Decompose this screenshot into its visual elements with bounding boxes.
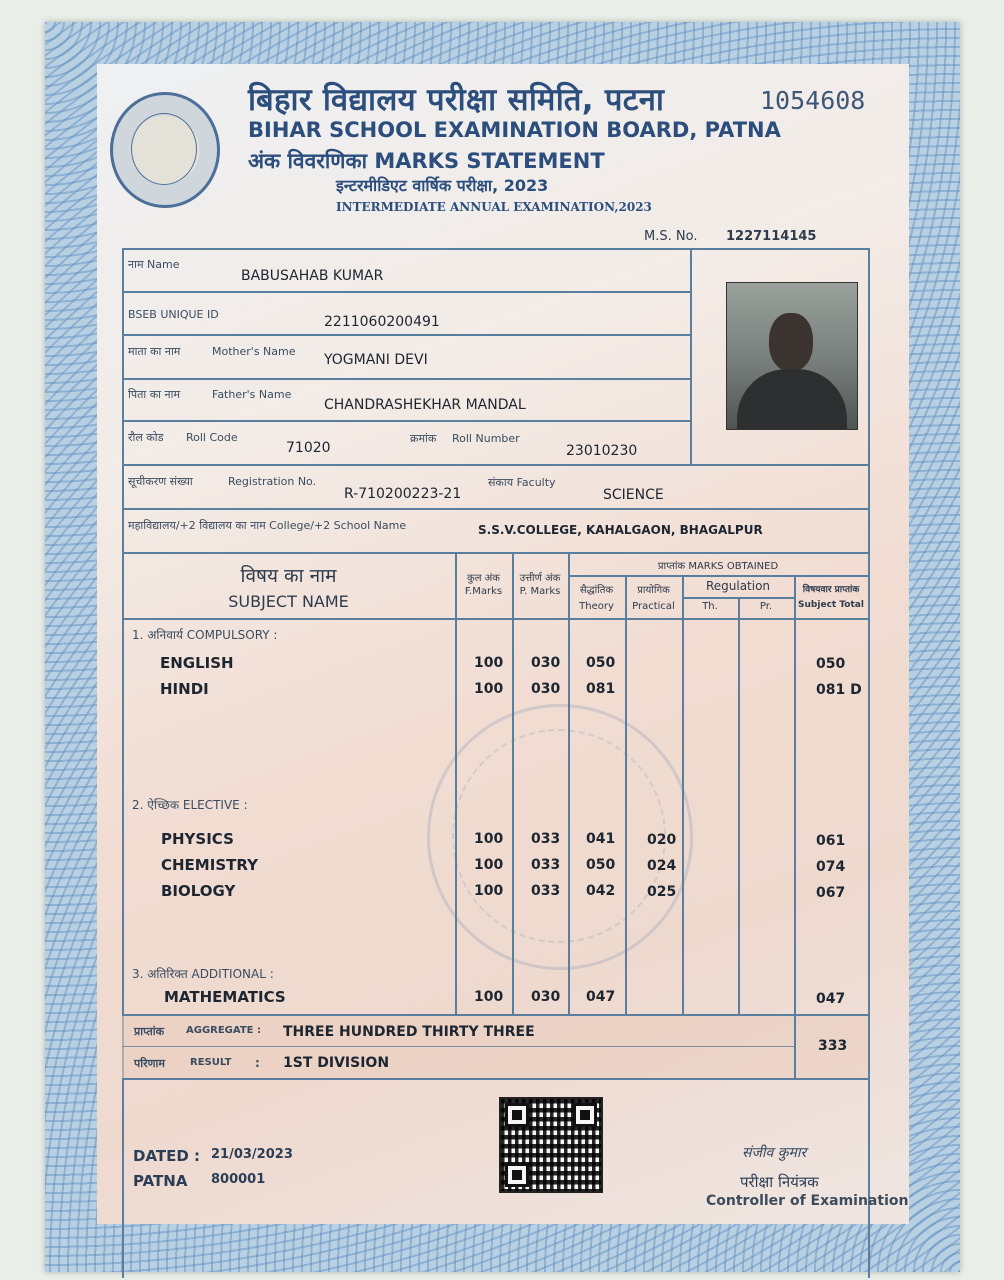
father-name: CHANDRASHEKHAR MANDAL [324, 397, 526, 413]
college-label: महाविद्यालय/+2 विद्यालय का नाम College/+2 School Name [128, 519, 407, 532]
registration-number: R-710200223-21 [344, 486, 462, 502]
aggregate-label-hindi: प्राप्तांक [134, 1025, 165, 1038]
regulation-practical-header: Pr. [759, 601, 773, 612]
marks-obtained-header: प्राप्तांक MARKS OBTAINED [657, 561, 779, 572]
faculty-label: संकाय Faculty [488, 476, 556, 489]
theory-header-english: Theory [579, 601, 614, 612]
statement-title: अंक विवरणिका MARKS STATEMENT [248, 149, 605, 173]
pass-marks: 033 [531, 883, 561, 899]
roll-number-value: 23010230 [566, 443, 638, 459]
theory-marks: 042 [586, 883, 616, 899]
subject-total-header-english: Subject Total [798, 600, 864, 610]
controller-signature: संजीव कुमार [742, 1145, 807, 1161]
mother-label-hindi: माता का नाम [128, 345, 181, 358]
mother-label-english: Mother's Name [212, 345, 296, 358]
subject-name: BIOLOGY [161, 882, 236, 900]
roll-number-label-hindi: क्रमांक [410, 432, 437, 445]
registration-label-english: Registration No. [228, 475, 317, 488]
pass-marks: 030 [531, 989, 561, 1005]
section-compulsory: 1. अनिवार्य COMPULSORY : [132, 628, 278, 642]
full-marks: 100 [474, 831, 504, 847]
full-marks-header-english: F.Marks [464, 586, 503, 597]
controller-title-hindi: परीक्षा नियंत्रक [740, 1173, 819, 1191]
subject-total: 050 [816, 656, 846, 672]
student-photo [726, 282, 858, 430]
roll-code-label-english: Roll Code [186, 431, 238, 444]
pass-marks: 033 [531, 831, 561, 847]
full-marks: 100 [474, 883, 504, 899]
full-marks: 100 [474, 857, 504, 873]
result-division: 1ST DIVISION [283, 1055, 390, 1071]
faculty-value: SCIENCE [603, 487, 664, 503]
section-additional: 3. अतिरिक्त ADDITIONAL : [132, 967, 274, 981]
practical-header-english: Practical [632, 601, 675, 612]
practical-marks: 020 [647, 832, 677, 848]
subject-header-english: SUBJECT NAME [228, 592, 349, 611]
issue-date: 21/03/2023 [211, 1147, 293, 1162]
exam-name-english: INTERMEDIATE ANNUAL EXAMINATION,2023 [336, 200, 652, 214]
theory-marks: 050 [586, 655, 616, 671]
subject-total: 047 [816, 991, 846, 1007]
mother-name: YOGMANI DEVI [324, 352, 428, 368]
subject-name: HINDI [160, 680, 209, 698]
subject-total-header-hindi: विषयवार प्राप्तांक [802, 585, 860, 595]
pass-marks: 030 [531, 655, 561, 671]
pin-code: 800001 [211, 1172, 266, 1187]
regulation-theory-header: Th. [702, 601, 718, 612]
full-marks: 100 [474, 989, 504, 1005]
pass-marks: 033 [531, 857, 561, 873]
aggregate-in-words: THREE HUNDRED THIRTY THREE [283, 1024, 535, 1040]
pass-marks-header-hindi: उत्तीर्ण अंक [519, 573, 561, 584]
place-label: PATNA [133, 1172, 188, 1190]
registration-label-hindi: सूचीकरण संख्या [128, 475, 193, 488]
uid-label: BSEB UNIQUE ID [128, 308, 219, 321]
board-name-hindi: बिहार विद्यालय परीक्षा समिति, पटना [248, 82, 665, 118]
result-label-english: RESULT [190, 1057, 232, 1068]
section-elective: 2. ऐच्छिक ELECTIVE : [132, 798, 248, 812]
result-label-hindi: परिणाम [134, 1057, 165, 1070]
subject-name: CHEMISTRY [161, 856, 258, 874]
theory-marks: 041 [586, 831, 616, 847]
subject-name: PHYSICS [161, 830, 234, 848]
father-label-hindi: पिता का नाम [128, 388, 181, 401]
full-marks: 100 [474, 655, 504, 671]
practical-header-hindi: प्रायोगिक [637, 585, 670, 596]
name-label: नाम Name [128, 258, 180, 271]
practical-marks: 024 [647, 858, 677, 874]
regulation-header: Regulation [705, 579, 771, 593]
subject-name: MATHEMATICS [164, 988, 286, 1006]
subject-header-hindi: विषय का नाम [240, 565, 337, 587]
ms-no-value: 1227114145 [726, 229, 817, 244]
board-seal-icon [110, 92, 220, 208]
practical-marks: 025 [647, 884, 677, 900]
aggregate-label-english: AGGREGATE : [186, 1025, 261, 1036]
controller-title-english: Controller of Examination [706, 1193, 909, 1209]
subject-name: ENGLISH [160, 654, 234, 672]
serial-number: 1054608 [760, 86, 866, 115]
subject-total: 074 [816, 859, 846, 875]
subject-total: 081 D [816, 682, 862, 698]
theory-marks: 050 [586, 857, 616, 873]
exam-name-hindi: इन्टरमीडिएट वार्षिक परीक्षा, 2023 [336, 176, 549, 195]
ms-no-label: M.S. No. [644, 229, 698, 244]
uid-value: 2211060200491 [324, 314, 440, 330]
dated-label: DATED : [133, 1147, 201, 1165]
pass-marks: 030 [531, 681, 561, 697]
father-label-english: Father's Name [212, 388, 292, 401]
aggregate-total: 333 [818, 1038, 848, 1054]
theory-header-hindi: सैद्धांतिक [579, 585, 614, 596]
theory-marks: 047 [586, 989, 616, 1005]
student-name: BABUSAHAB KUMAR [241, 268, 384, 284]
subject-total: 061 [816, 833, 846, 849]
roll-number-label-english: Roll Number [452, 432, 520, 445]
full-marks-header-hindi: कुल अंक [467, 573, 500, 584]
qr-code-icon [499, 1097, 603, 1193]
result-colon: : [255, 1056, 260, 1070]
theory-marks: 081 [586, 681, 616, 697]
full-marks: 100 [474, 681, 504, 697]
board-name-english: BIHAR SCHOOL EXAMINATION BOARD, PATNA [248, 118, 781, 142]
roll-code-label-hindi: रौल कोड [128, 431, 164, 444]
subject-total: 067 [816, 885, 846, 901]
college-name: S.S.V.COLLEGE, KAHALGAON, BHAGALPUR [478, 523, 763, 537]
roll-code-value: 71020 [286, 440, 331, 456]
pass-marks-header-english: P. Marks [519, 586, 561, 597]
